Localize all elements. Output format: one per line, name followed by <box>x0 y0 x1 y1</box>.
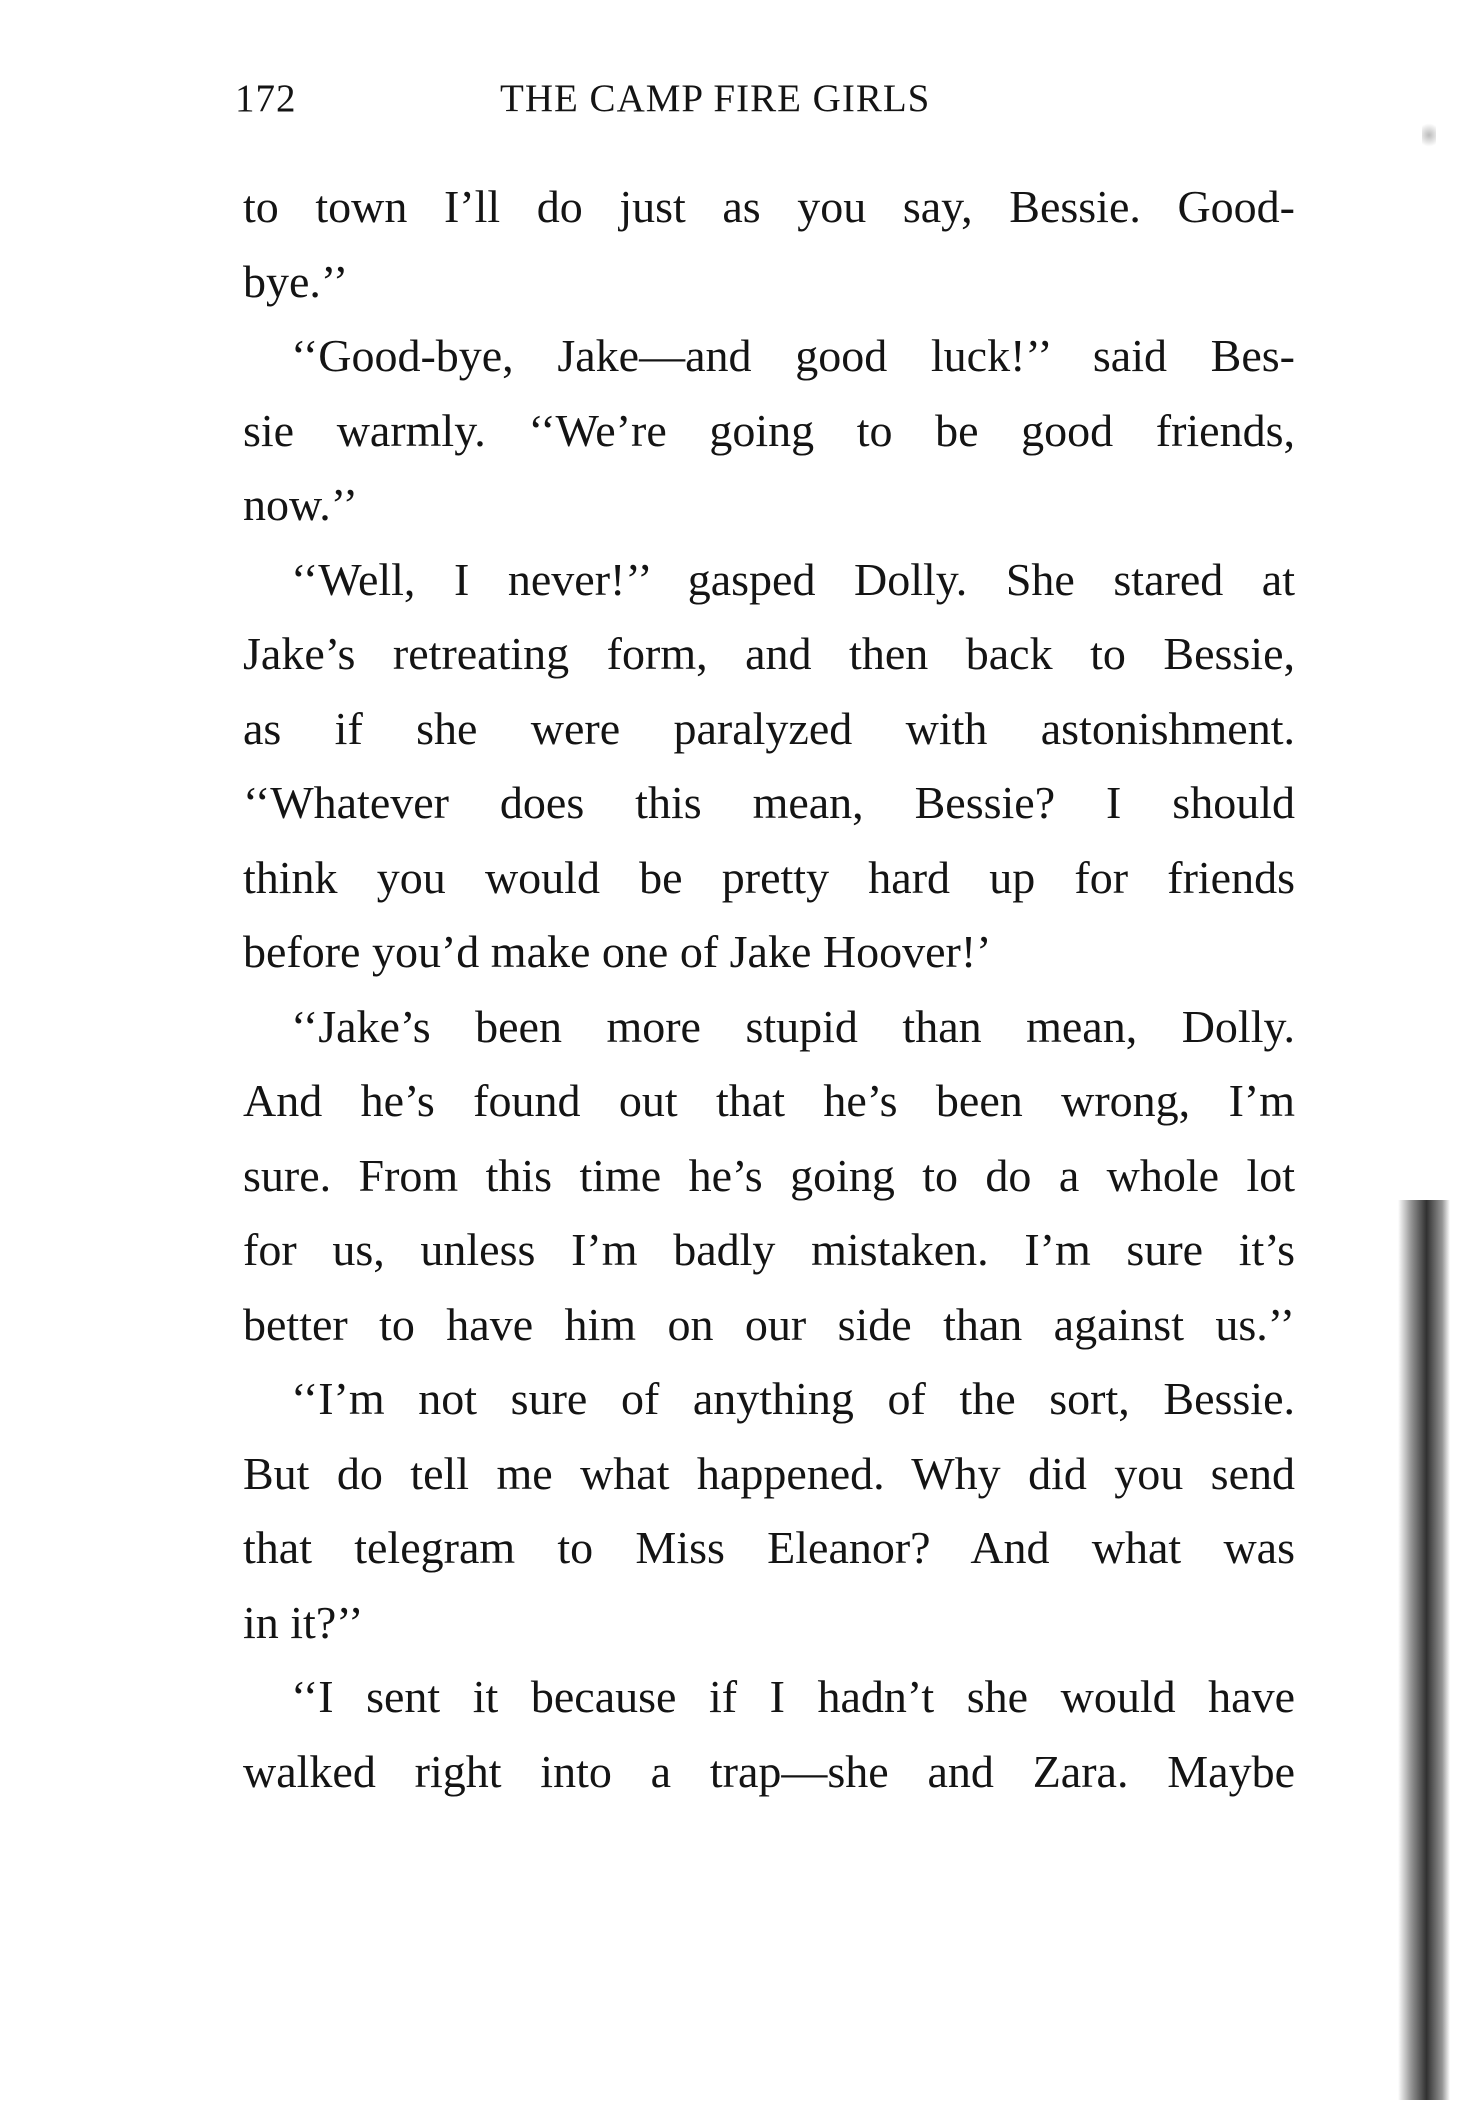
text-line: And he’s found out that he’s been wrong, I’m <box>243 1075 1295 1126</box>
text-line: for us, unless I’m badly mistaken. I’m sure it’s <box>243 1224 1295 1275</box>
text-line: think you would be pretty hard up for friends <box>243 851 1295 903</box>
scan-speck <box>1422 120 1436 150</box>
page-header <box>235 76 1295 136</box>
page-edge-shadow <box>1398 1200 1450 2100</box>
text-line: before you’d make one of Jake Hoover!’ <box>243 926 992 977</box>
text-line: better to have him on our side than against us.’’ <box>243 1298 1295 1350</box>
text-line: ‘‘Whatever does this mean, Bessie? I should <box>243 777 1295 828</box>
text-line: sie warmly. ‘‘We’re going to be good friends, <box>243 404 1295 456</box>
text-line: Jake’s retreating form, and then back to Bessie, <box>243 628 1295 679</box>
text-line: now.’’ <box>243 479 358 530</box>
text-line: ‘‘Well, I never!’’ gasped Dolly. She stared at <box>291 553 1295 605</box>
running-head: THE CAMP FIRE GIRLS <box>500 77 931 120</box>
text-line: as if she were paralyzed with astonishment. <box>243 702 1295 754</box>
text-line: in it?’’ <box>243 1596 364 1648</box>
text-line: to town I’ll do just as you say, Bessie. Good- <box>243 181 1295 232</box>
text-line: walked right into a trap—she and Zara. Maybe <box>243 1745 1295 1797</box>
page-number: 172 <box>235 77 297 120</box>
text-line: ‘‘I’m not sure of anything of the sort, Bessie. <box>291 1373 1295 1424</box>
body-text <box>243 170 1295 1809</box>
text-line: ‘‘Jake’s been more stupid than mean, Dolly. <box>291 1000 1295 1052</box>
text-line: bye.’’ <box>243 255 349 307</box>
text-line: ‘‘Good-bye, Jake—and good luck!’’ said Bes- <box>291 330 1295 381</box>
text-line: ‘‘I sent it because if I hadn’t she would have <box>291 1671 1295 1722</box>
text-line: that telegram to Miss Eleanor? And what was <box>243 1522 1295 1573</box>
text-line: sure. From this time he’s going to do a whole lot <box>243 1149 1295 1201</box>
text-line: But do tell me what happened. Why did you send <box>243 1447 1295 1499</box>
